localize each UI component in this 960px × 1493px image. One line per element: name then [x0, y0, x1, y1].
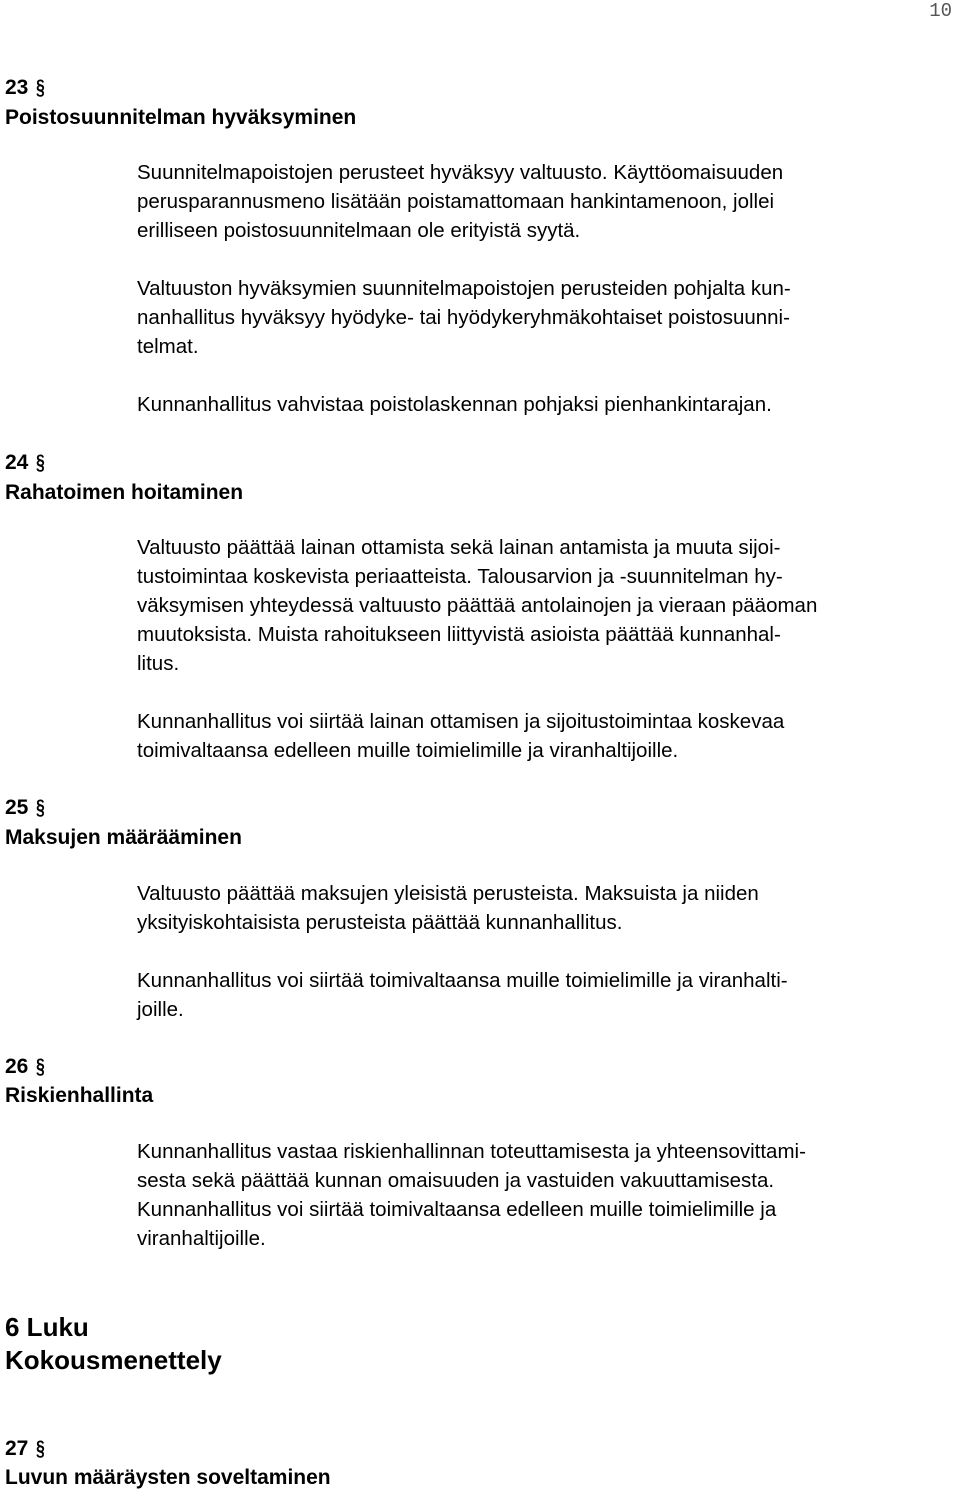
section-symbol: §: [36, 796, 46, 819]
section-27-title: Luvun määräysten soveltaminen: [5, 1466, 331, 1489]
section-number: 24: [5, 451, 29, 474]
section-number: 25: [5, 796, 29, 819]
section-24-paragraph-1: Valtuusto päättää lainan ottamista sekä lainan antamista ja muuta sijoi- tustoimintaa koskevista periaatteista. Talousarvion ja -suunnitelman hy- väksymisen yhteydessä valtuusto päättää antolainojen ja vieraan pääoman muutoksista. Muista rahoitukseen liittyvistä asioista päättää kunnanhal- litus.: [137, 536, 818, 675]
section-25-number-line: [5, 792, 48, 823]
section-23-paragraph-3: Kunnanhallitus vahvistaa poistolaskennan pohjaksi pienhankintarajan.: [137, 393, 772, 416]
section-number: 27: [5, 1437, 29, 1460]
section-symbol: §: [36, 1437, 46, 1460]
section-symbol: §: [36, 451, 46, 474]
section-number: 23: [5, 76, 29, 99]
section-symbol: §: [36, 1055, 46, 1078]
chapter-label: 6 Luku: [5, 1312, 89, 1342]
section-27-number-line: [5, 1433, 48, 1464]
section-24-number-line: [5, 447, 48, 478]
section-24-title: Rahatoimen hoitaminen: [5, 481, 244, 504]
section-23-title: Poistosuunnitelman hyväksyminen: [5, 106, 357, 129]
section-25-paragraph-2: Kunnanhallitus voi siirtää toimivaltaansa muille toimielimille ja viranhalti- joille.: [137, 969, 788, 1021]
section-number: 26: [5, 1055, 29, 1078]
section-26-number-line: [5, 1051, 48, 1082]
section-23-paragraph-2: Valtuuston hyväksymien suunnitelmapoistojen perusteiden pohjalta kun- nanhallitus hyväksyy hyödyke- tai hyödykeryhmäkohtaiset poistosuunni- telmat.: [137, 277, 791, 358]
section-26-paragraph-1: Kunnanhallitus vastaa riskienhallinnan toteuttamisesta ja yhteensovittami- sesta sekä päättää kunnan omaisuuden ja vastuiden vakuuttamisesta. Kunnanhallitus voi siirtää toimivaltaansa edelleen muille toimielimille ja viranhaltijoille.: [137, 1140, 806, 1250]
chapter-title: Kokousmenettely: [5, 1345, 222, 1375]
section-symbol: §: [36, 76, 46, 99]
page-number: 10: [929, 0, 952, 22]
section-25-title: Maksujen määrääminen: [5, 826, 242, 849]
section-24-paragraph-2: Kunnanhallitus voi siirtää lainan ottamisen ja sijoitustoimintaa koskevaa toimivaltaansa edelleen muille toimielimille ja viranhaltijoille.: [137, 710, 785, 762]
section-23-number-line: [5, 72, 48, 103]
section-25-paragraph-1: Valtuusto päättää maksujen yleisistä perusteista. Maksuista ja niiden yksityiskohtaisista perusteista päättää kunnanhallitus.: [137, 882, 759, 934]
section-23-paragraph-1: Suunnitelmapoistojen perusteet hyväksyy valtuusto. Käyttöomaisuuden perusparannusmeno lisätään poistamattomaan hankintamenoon, jollei erilliseen poistosuunnitelmaan ole erityistä syytä.: [137, 161, 784, 242]
section-26-title: Riskienhallinta: [5, 1084, 154, 1107]
